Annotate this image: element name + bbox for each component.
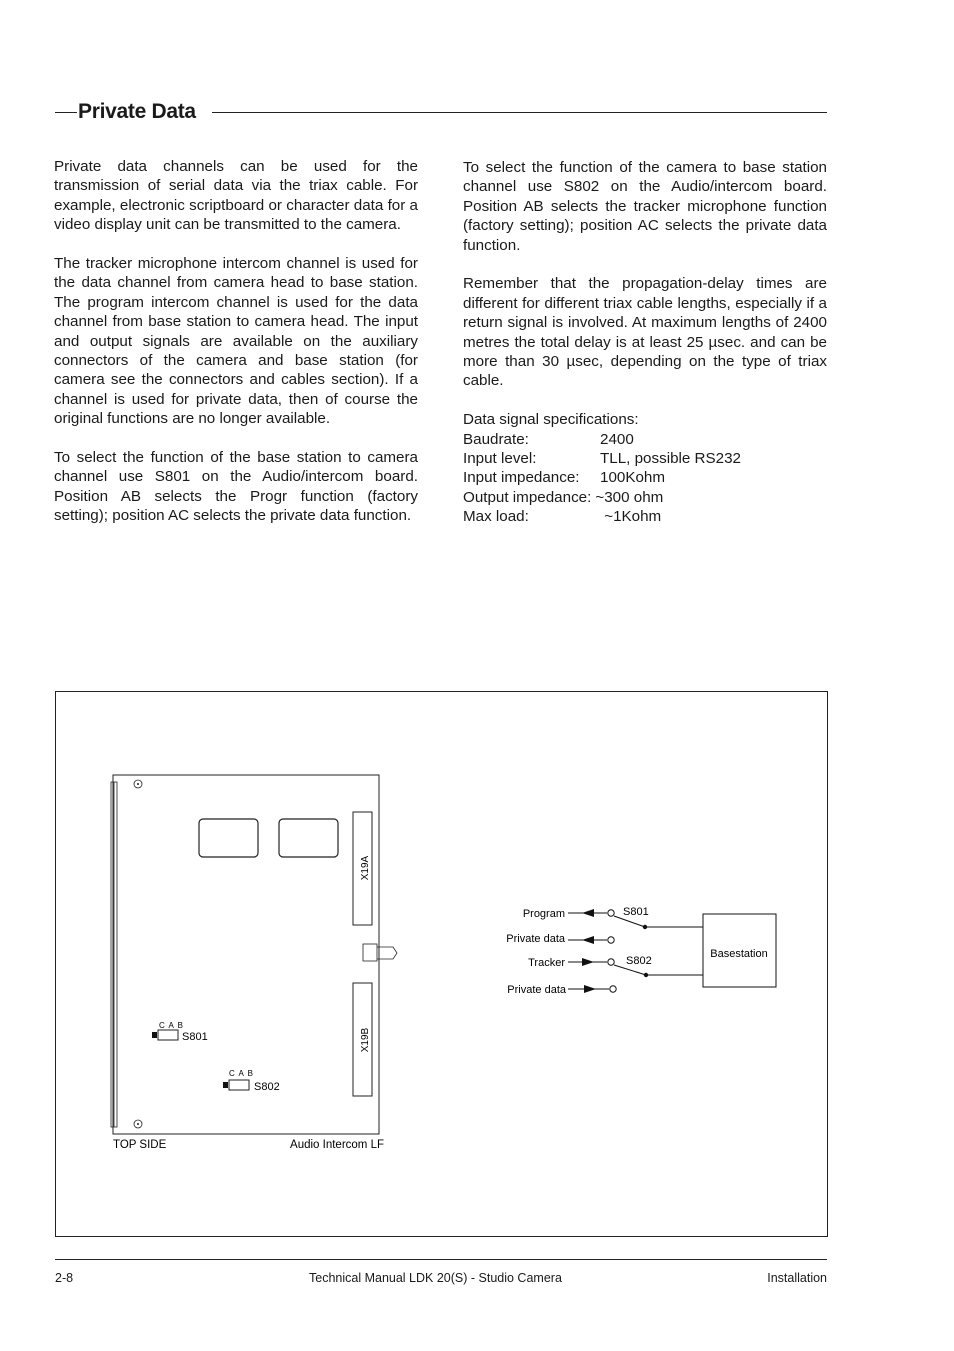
basestation-label: Basestation [710, 948, 768, 960]
label-program: Program [522, 908, 565, 920]
page-title: Private Data [78, 100, 196, 123]
spec-value: ~1Kohm [600, 508, 662, 526]
paragraph-intro: Private data channels can be used for the transmission of serial data via the triax cable. For example, electronic scriptboard or character data for a video display unit can be transmitted to the camera. [54, 158, 418, 234]
spec-label: Max load: [463, 508, 529, 526]
switch-s801-pin-c [152, 1032, 157, 1038]
arrow-private-data-2 [584, 985, 596, 993]
arrow-program [582, 909, 594, 917]
component-block-1 [199, 819, 258, 857]
label-s801: S801 [623, 906, 649, 918]
switch-s802 [229, 1080, 249, 1090]
switch-s802-pin-c [223, 1082, 228, 1088]
paragraph-s802: To select the function of the camera to base station channel use S802 on the Audio/intercom board. Position AB selects the tracker microphone function (factory setting); position AC selects the private data function. [463, 159, 827, 254]
connector-x19a-label: X19A [360, 855, 371, 881]
switch-s801-pins: C A B [159, 1021, 185, 1030]
connector-x19b-label: X19B [360, 1027, 371, 1053]
side-connector [363, 944, 397, 961]
caption-audio-intercom: Audio Intercom LF [290, 1139, 384, 1151]
spec-label: Output impedance: [463, 488, 592, 506]
paragraph-delay: Remember that the propagation-delay times are different for different triax cable lengths, especially if a return signal is involved. At maximum lengths of 2400 metres the total delay is at least 25 µsec. and can be more than 30 µsec, depending on the type of triax cable. [463, 275, 827, 390]
switch-s801-label: S801 [182, 1031, 208, 1043]
switch-s802-pins: C A B [229, 1069, 255, 1078]
caption-top-side: TOP SIDE [113, 1139, 167, 1151]
circuit-board [111, 775, 397, 1134]
contact-private-data-2 [610, 986, 616, 992]
label-private-data-2: Private data [507, 984, 566, 996]
switch-schematic [506, 906, 776, 996]
arrow-tracker [582, 958, 594, 966]
label-s802: S802 [626, 955, 652, 967]
footer-page-number: 2-8 [55, 1271, 74, 1285]
spec-heading: Data signal specifications: [463, 411, 639, 429]
spec-value: 2400 [600, 430, 634, 448]
footer-manual-title: Technical Manual LDK 20(S) - Studio Camera [309, 1271, 562, 1285]
contact-tracker [608, 959, 614, 965]
spec-label: Baudrate: [463, 430, 529, 448]
mounting-hole-top [134, 780, 142, 788]
switch-s801 [158, 1030, 178, 1040]
label-private-data-1: Private data [506, 933, 565, 945]
footer-rule [55, 1259, 827, 1260]
switch-s802-label: S802 [254, 1081, 280, 1093]
contact-private-data-1 [608, 937, 614, 943]
spec-value: 100Kohm [600, 469, 666, 487]
spec-value: ~300 ohm [595, 488, 664, 506]
mounting-hole-bottom [134, 1120, 142, 1128]
arrow-private-data-1 [582, 936, 594, 944]
paragraph-tracker-channel: The tracker microphone intercom channel is used for the data channel from camera head to base station. The program intercom channel is used for the data channel from base station to camera head. The input and output signals are available on the auxiliary connectors of the camera and base station (for camera see the connectors and cables section). If a channel is used for private data, then of course the original functions are no longer available. [54, 255, 418, 428]
spec-label: Input impedance: [463, 469, 580, 487]
contact-program [608, 910, 614, 916]
spec-label: Input level: [463, 450, 537, 468]
paragraph-s801: To select the function of the base station to camera channel use S801 on the Audio/intercom board. Position AB selects the Progr function (factory setting); position AC selects the private data function. [54, 449, 418, 525]
component-block-2 [279, 819, 338, 857]
label-tracker: Tracker [528, 957, 565, 969]
spec-value: TLL, possible RS232 [600, 450, 741, 468]
footer-section: Installation [767, 1271, 827, 1285]
